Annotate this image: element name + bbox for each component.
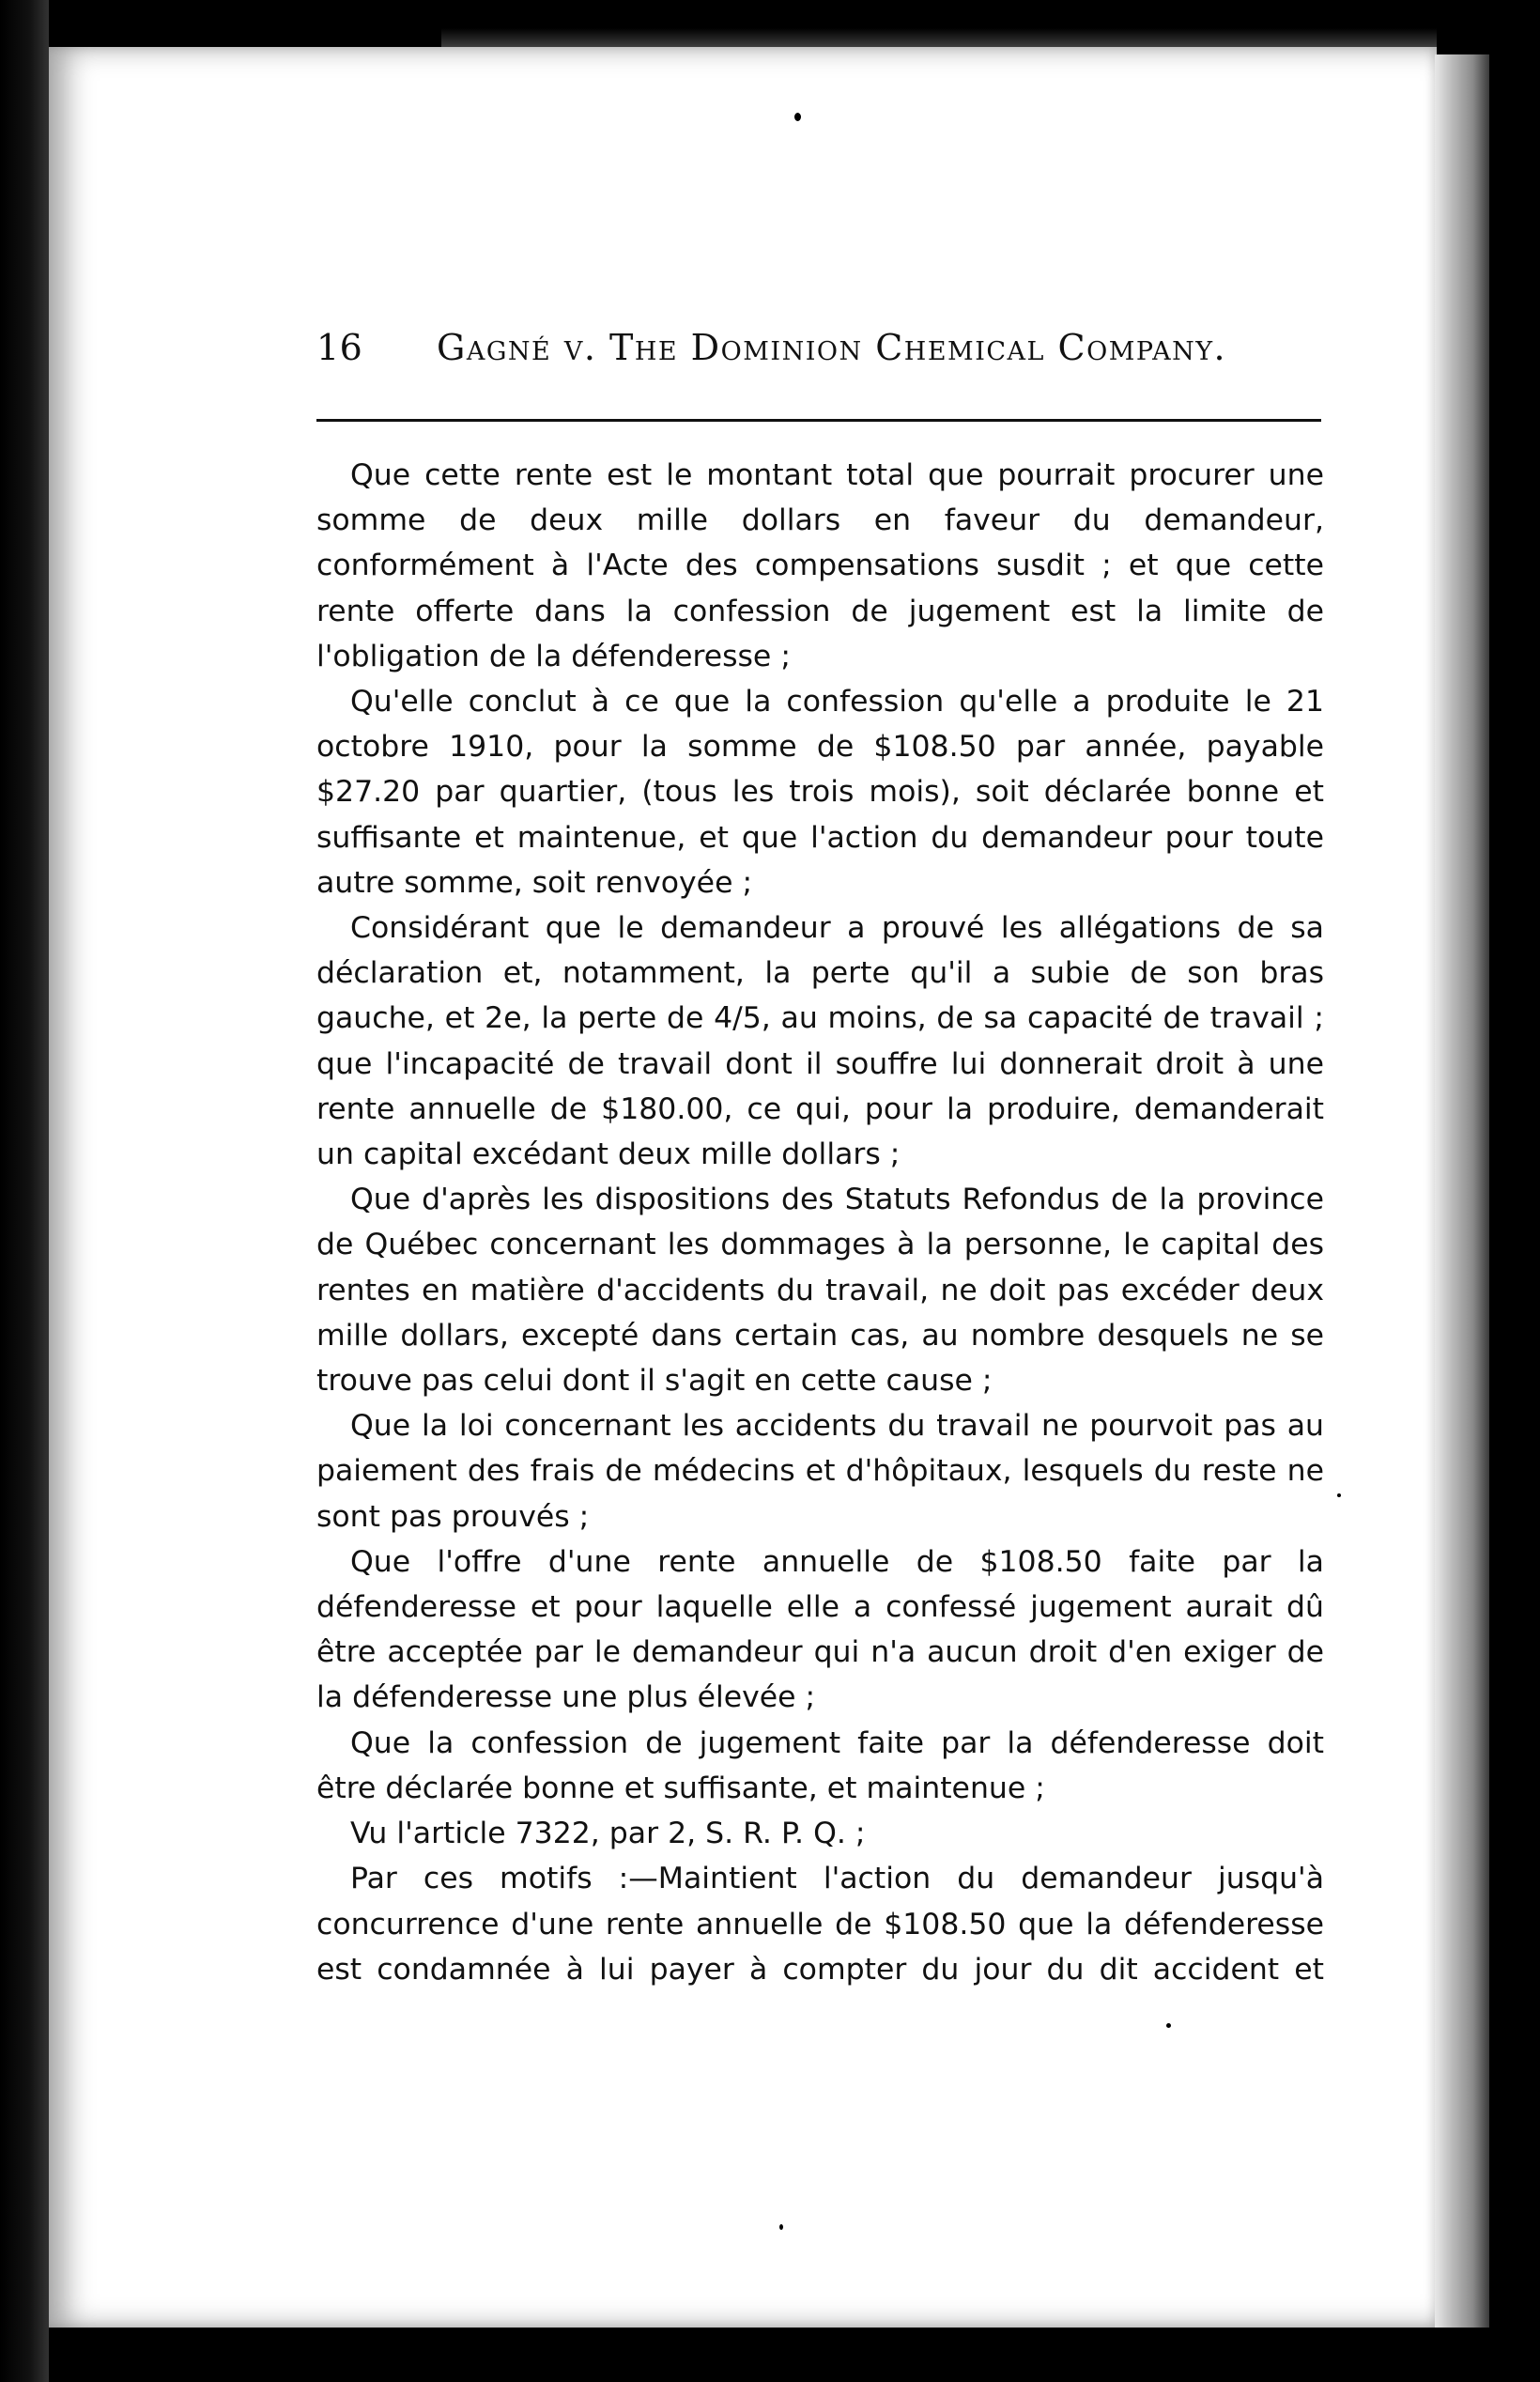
header-title: Gagné v. The Dominion Chemical Company. [437, 327, 1227, 368]
left-scan-margin [0, 0, 49, 2382]
paragraph: Que cette rente est le montant total que pourrait procurer une somme de deux mille dollars en faveur du demandeur, conformément à l'Acte des compensations susdit ; et que cette rente offerte dans la confession de jugement est la limite de l'obligation de la défenderesse ; [316, 458, 1324, 673]
ink-speck [779, 2224, 783, 2230]
paragraph: Qu'elle conclut à ce que la confession qu'elle a produite le 21 octobre 1910, pour la somme de $108.50 par année, payable $27.20 par quartier, (tous les trois mois), soit déclarée bonne et suffisante et maintenue, et que l'action du demandeur pour toute autre somme, soit renvoyée ; [316, 685, 1324, 900]
paragraph: Par ces motifs :—Maintient l'action du demandeur jusqu'à concurrence d'une rente annuelle de $108.50 que la défenderesse est condamnée à lui payer à compter du jour du dit accident et [316, 1862, 1324, 1987]
paragraph: Que d'après les dispositions des Statuts Refondus de la province de Québec concernant les dommages à la personne, le capital des rentes en matière d'accidents du travail, ne doit pas excéder deux mille dollars, excepté dans certain cas, au nombre desquels ne se trouve pas celui dont il s'agit en cette cause ; [316, 1183, 1324, 1399]
page-number: 16 [316, 327, 363, 368]
paragraph: Considérant que le demandeur a prouvé les allégations de sa déclaration et, notamment, la perte qu'il a subie de son bras gauche, et 2e, la perte de 4/5, au moins, de sa capacité de travail ; que l'incapacité de travail dont il souffre lui donnerait droit à une rente annuelle de $180.00, ce qui, pour la produire, demanderait un capital excédant deux mille dollars ; [316, 911, 1324, 1172]
top-scan-shadow [441, 28, 1437, 49]
running-head [316, 327, 1326, 383]
paragraph: Vu l'article 7322, par 2, S. R. P. Q. ; [350, 1817, 866, 1851]
paragraph: Que la loi concernant les accidents du travail ne pourvoit pas au paiement des frais de médecins et d'hôpitaux, lesquels du reste ne sont pas prouvés ; [316, 1409, 1324, 1534]
ink-speck [1337, 1493, 1341, 1497]
header-rule [316, 419, 1321, 422]
paragraph: Que l'offre d'une rente annuelle de $108.50 faite par la défenderesse et pour laquelle elle a confessé jugement aurait dû être acceptée par le demandeur qui n'a aucun droit d'en exiger de la défenderesse une plus élevée ; [316, 1544, 1324, 1715]
right-page-edge [1435, 54, 1489, 2328]
ink-speck [794, 113, 801, 121]
paragraph: Que la confession de jugement faite par la défenderesse doit être déclarée bonne et suffisante, et maintenue ; [316, 1725, 1324, 1805]
body-text [316, 453, 1324, 1992]
ink-speck [1166, 2023, 1171, 2028]
